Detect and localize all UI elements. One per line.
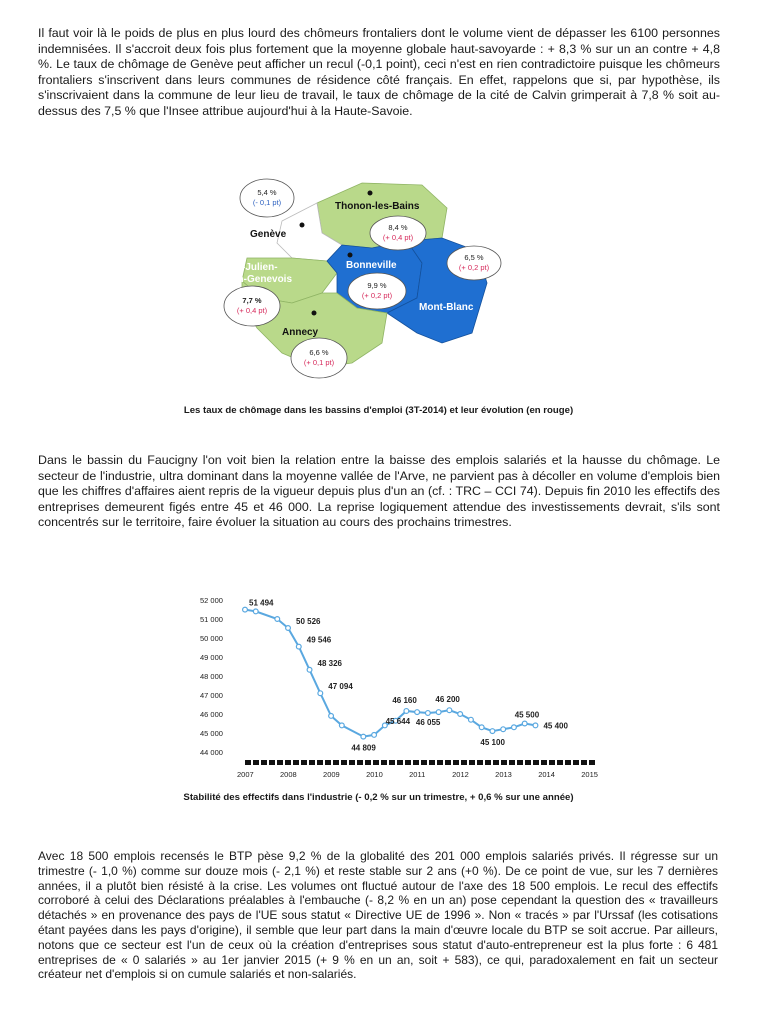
map-caption: Les taux de chômage dans les bassins d'emploi (3T-2014) et leur évolution (en rouge): [183, 405, 574, 416]
bubble-bonneville: [348, 273, 406, 309]
label-annecy: Annecy: [282, 327, 319, 338]
svg-text:6,6 %: 6,6 %: [309, 348, 329, 357]
x-tick-label: 2007: [237, 770, 254, 779]
data-point: [307, 667, 312, 672]
data-point: [361, 734, 366, 739]
data-label: 45 100: [480, 738, 505, 748]
x-tick-label: 2010: [366, 770, 383, 779]
x-axis-band-segment: [573, 760, 579, 765]
bubble-thonon: [370, 216, 426, 250]
x-tick-label: 2012: [452, 770, 469, 779]
svg-text:7,7 %: 7,7 %: [242, 296, 262, 305]
x-axis-band-segment: [381, 760, 387, 765]
label-thonon: Thonon-les-Bains: [335, 201, 420, 212]
data-point: [436, 710, 441, 715]
x-axis-band-segment: [565, 760, 571, 765]
bubble-st-julien: [224, 286, 280, 326]
paragraph-frontaliers: Il faut voir là le poids de plus en plus lourd des chômeurs frontaliers dont le volume vient de dépasser les 6100 personnes indemnisées. Il s'accroit deux fois plus fortement que la moyenne globale haut-savoyarde : + 8,3 % sur un an contre + 4,8 %. Le taux de chômage de Genève peut afficher un recul (-0,1 point), ceci n'est en rien contradictoire puisque les chômeurs frontaliers s'inscrivent dans leurs communes de résidence côté français. En effet, rappelons que si, par hypothèse, ils s'inscrivaient dans la commune de leur lieu de travail, le taux de chômage de la cité de Calvin grimperait à 7,8 % soit au-dessus des 7,5 % que l'Insee attribue aujourd'hui à la Haute-Savoie.: [38, 26, 720, 118]
data-point: [533, 723, 538, 728]
svg-text:9,9 %: 9,9 %: [367, 281, 387, 290]
svg-text:5,4 %: 5,4 %: [257, 188, 277, 197]
svg-text:(+ 0,4 pt): (+ 0,4 pt): [382, 233, 414, 242]
x-tick-label: 2011: [409, 770, 426, 779]
city-dot-thonon: [368, 191, 373, 196]
x-axis-band-segment: [453, 760, 459, 765]
data-point: [490, 729, 495, 734]
x-axis-band-segment: [389, 760, 395, 765]
svg-text:(+ 0,2 pt): (+ 0,2 pt): [458, 263, 490, 272]
data-point: [286, 626, 291, 631]
label-st-julien-1: St-Julien-: [232, 262, 278, 273]
data-point: [425, 711, 430, 716]
x-axis-band-segment: [533, 760, 539, 765]
city-dot-annecy: [312, 311, 317, 316]
x-axis-band-segment: [509, 760, 515, 765]
x-axis-band-segment: [357, 760, 363, 765]
x-axis-band-segment: [349, 760, 355, 765]
data-point: [415, 710, 420, 715]
data-point: [479, 725, 484, 730]
x-axis: [237, 760, 598, 779]
y-tick-label: 49 000: [200, 653, 223, 662]
x-axis-band-segment: [557, 760, 563, 765]
y-tick-label: 48 000: [200, 672, 223, 681]
x-axis-band-segment: [317, 760, 323, 765]
x-axis-band-segment: [541, 760, 547, 765]
label-mont-blanc: Mont-Blanc: [419, 302, 474, 313]
data-point: [458, 712, 463, 717]
data-label: 47 094: [328, 682, 353, 692]
x-axis-band-segment: [301, 760, 307, 765]
city-dot-bonneville: [348, 253, 353, 258]
y-tick-label: 46 000: [200, 710, 223, 719]
x-axis-band-segment: [461, 760, 467, 765]
x-axis-band-segment: [581, 760, 587, 765]
x-axis-band-segment: [477, 760, 483, 765]
y-tick-label: 44 000: [200, 748, 223, 757]
y-tick-label: 52 000: [200, 596, 223, 605]
data-label: 48 326: [317, 658, 343, 668]
bubble-mont-blanc: [447, 246, 501, 280]
y-tick-label: 50 000: [200, 634, 223, 643]
data-point: [318, 691, 323, 696]
x-axis-band-segment: [341, 760, 347, 765]
svg-text:(+ 0,1 pt): (+ 0,1 pt): [303, 358, 335, 367]
x-axis-band-segment: [525, 760, 531, 765]
x-axis-band-segment: [589, 760, 595, 765]
x-axis-band-segment: [429, 760, 435, 765]
data-point: [339, 723, 344, 728]
data-label: 46 200: [435, 695, 460, 705]
data-label: 49 546: [306, 635, 332, 645]
svg-text:6,5 %: 6,5 %: [464, 253, 484, 262]
x-axis-band-segment: [245, 760, 251, 765]
unemployment-map: [222, 163, 502, 398]
y-tick-label: 51 000: [200, 615, 223, 624]
data-point: [253, 609, 258, 614]
paragraph-faucigny: Dans le bassin du Faucigny l'on voit bien la relation entre la baisse des emplois salariés et la hausse du chômage. Le secteur de l'industrie, ultra dominant dans la moyenne vallée de l'Arve, ne parvient pas à décoller en volume d'emplois bien que les chiffres d'affaires aient repris de la vigueur depuis plus d'un an (cf. : TRC – CCI 74). Depuis fin 2010 les effectifs des entreprises demeurent figés entre 45 et 46 000. La reprise logiquement attendue des investissements devrait, s'ils sont concentrés sur le territoire, faire évoluer la situation au cours des prochains trimestres.: [38, 453, 720, 530]
y-axis: [200, 596, 223, 757]
label-geneve: Genève: [250, 229, 287, 240]
data-point: [512, 725, 517, 730]
data-point: [329, 714, 334, 719]
data-point: [404, 709, 409, 714]
label-st-julien-2: en-Genevois: [232, 274, 293, 285]
x-axis-band-segment: [373, 760, 379, 765]
data-point: [296, 644, 301, 649]
data-labels: [249, 599, 568, 753]
paragraph-btp: Avec 18 500 emplois recensés le BTP pèse 9,2 % de la globalité des 201 000 emplois salariés privés. Il régresse sur un trimestre (- 1,0 %) comme sur douze mois (- 2,1 %) et reste stable sur 2 ans (+0 %). De ce point de vue, sur les 7 dernières années, il a plutôt bien résisté à la crise. Les volumes ont fluctué autour de l'axe des 18 500 emplois. Le recul des effectifs corroboré à celui des Déclarations préalables à l'embauche (- 8,2 % en un an) pose cependant la question des « travailleurs détachés » en provenance des pays de l'UE sous statut « Directive UE de 1996 ». Non « tracés » par l'Urssaf (les cotisations étant payées dans les pays d'origine), il semble que leur part dans la main d'œuvre locale du BTP se soit accrue. Par ailleurs, notons que ce secteur est l'un de ceux où la création d'entreprises sous statut d'auto-entrepreneur est la plus forte : 6 481 entreprises de « 0 salariés » au 1er janvier 2015 (+ 9 % en un an, soit + 583), ce qui, paradoxalement en fait un secteur créateur net d'emplois si on cumule salariés et non-salariés.: [38, 849, 718, 982]
bubble-annecy: [291, 338, 347, 378]
x-axis-band-segment: [397, 760, 403, 765]
data-label: 45 644: [385, 716, 411, 726]
x-axis-band-segment: [493, 760, 499, 765]
y-tick-label: 45 000: [200, 729, 223, 738]
bubble-geneve: [240, 179, 294, 217]
data-point: [243, 607, 248, 612]
x-tick-label: 2008: [280, 770, 297, 779]
x-axis-band-segment: [325, 760, 331, 765]
x-tick-label: 2015: [581, 770, 598, 779]
x-axis-band-segment: [405, 760, 411, 765]
data-point: [447, 708, 452, 713]
data-label: 51 494: [249, 598, 274, 608]
data-point: [501, 727, 506, 732]
chart-caption: Stabilité des effectifs dans l'industrie (- 0,2 % sur un trimestre, + 0,6 % sur une année): [183, 792, 574, 803]
x-axis-band-segment: [269, 760, 275, 765]
data-label: 46 055: [415, 717, 441, 727]
x-axis-band-segment: [261, 760, 267, 765]
x-axis-band-segment: [253, 760, 259, 765]
svg-text:(+ 0,2 pt): (+ 0,2 pt): [361, 291, 393, 300]
x-tick-label: 2009: [323, 770, 340, 779]
data-label: 45 500: [514, 710, 540, 720]
x-axis-band-segment: [421, 760, 427, 765]
city-dot-geneve: [300, 223, 305, 228]
x-axis-band-segment: [549, 760, 555, 765]
data-point: [275, 617, 280, 622]
data-label: 46 160: [392, 695, 417, 705]
x-axis-band-segment: [285, 760, 291, 765]
x-tick-label: 2014: [538, 770, 555, 779]
label-bonneville: Bonneville: [346, 260, 397, 271]
x-axis-band-segment: [469, 760, 475, 765]
industry-employment-chart: [200, 588, 610, 780]
data-point: [469, 717, 474, 722]
x-axis-band-segment: [437, 760, 443, 765]
x-axis-band-segment: [293, 760, 299, 765]
x-axis-band-segment: [413, 760, 419, 765]
svg-text:(- 0,1 pt): (- 0,1 pt): [252, 198, 282, 207]
data-point: [372, 733, 377, 738]
x-axis-band-segment: [517, 760, 523, 765]
x-axis-band-segment: [365, 760, 371, 765]
data-label: 50 526: [296, 617, 321, 627]
y-tick-label: 47 000: [200, 691, 223, 700]
data-label: 45 400: [543, 721, 568, 731]
x-tick-label: 2013: [495, 770, 512, 779]
x-axis-band-segment: [485, 760, 491, 765]
x-axis-band-segment: [333, 760, 339, 765]
svg-text:8,4 %: 8,4 %: [388, 223, 408, 232]
x-axis-band-segment: [501, 760, 507, 765]
data-point: [522, 721, 527, 726]
svg-text:(+ 0,4 pt): (+ 0,4 pt): [236, 306, 268, 315]
x-axis-band-segment: [277, 760, 283, 765]
data-label: 44 809: [351, 743, 376, 753]
x-axis-band-segment: [445, 760, 451, 765]
x-axis-band-segment: [309, 760, 315, 765]
